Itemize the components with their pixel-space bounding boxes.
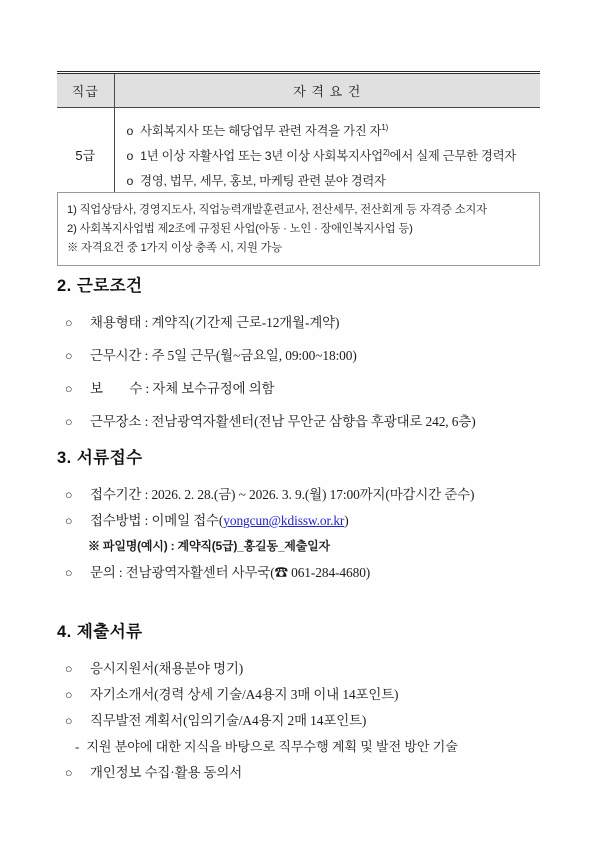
circle-bullet: ○ [65, 566, 73, 580]
list-item [57, 313, 557, 333]
job-development-plan: 직무발전 계획서(임의기술/A4용지 2매 14포인트) [90, 713, 367, 728]
o-bullet: o [126, 174, 134, 189]
list-item [57, 685, 557, 705]
employment-type: 채용형태 : 계약직(기간제 근로-12개월-계약) [90, 315, 340, 330]
circle-bullet: ○ [65, 316, 73, 330]
footnote-line-2: 2) 사회복지사업법 제2조에 규정된 사업(아동 · 노인 · 장애인복지사업 등) [67, 223, 413, 235]
plan-description: 지원 분야에 대한 지식을 바탕으로 직무수행 계획 및 발전 방안 기술 [86, 739, 458, 754]
application-period: 접수기간 : 2026. 2. 28.(금) ~ 2026. 3. 9.(월) 17:00까지(마감시간 준수) [90, 487, 475, 502]
requirement-text: 사회복지사 또는 해당업무 관련 자격을 가진 자 [140, 124, 382, 139]
footnote-box [57, 192, 540, 266]
section-heading: 2. 근로조건 [57, 277, 143, 295]
list-item [57, 659, 557, 679]
sub-list-item [57, 737, 557, 756]
section-working-conditions [57, 272, 557, 445]
section-documents [57, 618, 557, 789]
o-bullet: o [126, 124, 134, 139]
method-text-post: ) [344, 513, 349, 528]
dash-bullet: - [75, 739, 80, 754]
list-item [57, 346, 557, 366]
requirement-item [127, 167, 535, 192]
requirement-item [127, 142, 535, 167]
requirement-item [127, 117, 535, 142]
circle-bullet: ○ [65, 488, 73, 502]
requirement-text: 1년 이상 자활사업 또는 3년 이상 사회복지사업 [140, 149, 383, 164]
circle-bullet: ○ [65, 766, 73, 780]
circle-bullet: ○ [65, 688, 73, 702]
filename-example-note: ※ 파일명(예시) : 계약직(5급)_홍길동_제출일자 [88, 539, 330, 553]
circle-bullet: ○ [65, 714, 73, 728]
list-item [57, 379, 557, 399]
circle-bullet: ○ [65, 415, 73, 429]
salary: 보 수 : 자체 보수규정에 의함 [90, 381, 275, 396]
table-header-row [57, 73, 540, 108]
qualification-table [57, 71, 540, 203]
list-item [57, 485, 557, 505]
table-row [57, 108, 540, 203]
list-item [57, 711, 557, 731]
section-application [57, 444, 557, 589]
privacy-consent: 개인정보 수집·활용 동의서 [90, 765, 243, 780]
application-method [90, 511, 349, 531]
list-item [57, 763, 557, 783]
list-item [57, 511, 557, 531]
list-item [57, 563, 557, 583]
rank-column-header: 직급 [57, 73, 114, 108]
method-text: 접수방법 : 이메일 접수( [90, 513, 224, 528]
footnote-line-3: ※ 자격요건 중 1가지 이상 충족 시, 지원 가능 [67, 242, 283, 254]
email-link[interactable]: yongcun@kdissw.or.kr [223, 513, 345, 528]
work-location: 근무장소 : 전남광역자활센터(전남 무안군 삼향읍 후광대로 242, 6층) [90, 414, 476, 429]
circle-bullet: ○ [65, 662, 73, 676]
contact-info: 문의 : 전남광역자활센터 사무국(☎ 061-284-4680) [90, 565, 371, 580]
circle-bullet: ○ [65, 382, 73, 396]
requirement-text: 경영, 법무, 세무, 홍보, 마케팅 관련 분야 경력자 [140, 174, 386, 189]
rank-value: 5급 [57, 108, 114, 203]
circle-bullet: ○ [65, 349, 73, 363]
list-item [57, 412, 557, 432]
o-bullet: o [126, 149, 134, 164]
requirements-column-header: 자 격 요 건 [114, 73, 540, 108]
section-heading: 4. 제출서류 [57, 623, 143, 641]
working-hours: 근무시간 : 주 5일 근무(월~금요일, 09:00~18:00) [90, 348, 357, 363]
circle-bullet: ○ [65, 514, 73, 528]
footnote-line-1: 1) 직업상담사, 경영지도사, 직업능력개발훈련교사, 전산세무, 전산회계 등 자격증 소지자 [67, 204, 487, 216]
requirements-cell [114, 108, 540, 203]
cover-letter: 자기소개서(경력 상세 기술/A4용지 3매 이내 14포인트) [90, 687, 399, 702]
footnote-ref: 2) [382, 148, 390, 158]
requirement-text-post: 에서 실제 근무한 경력자 [389, 149, 517, 164]
footnote-ref: 1) [381, 123, 389, 132]
application-form: 응시지원서(채용분야 명기) [90, 661, 244, 676]
section-heading: 3. 서류접수 [57, 449, 143, 467]
